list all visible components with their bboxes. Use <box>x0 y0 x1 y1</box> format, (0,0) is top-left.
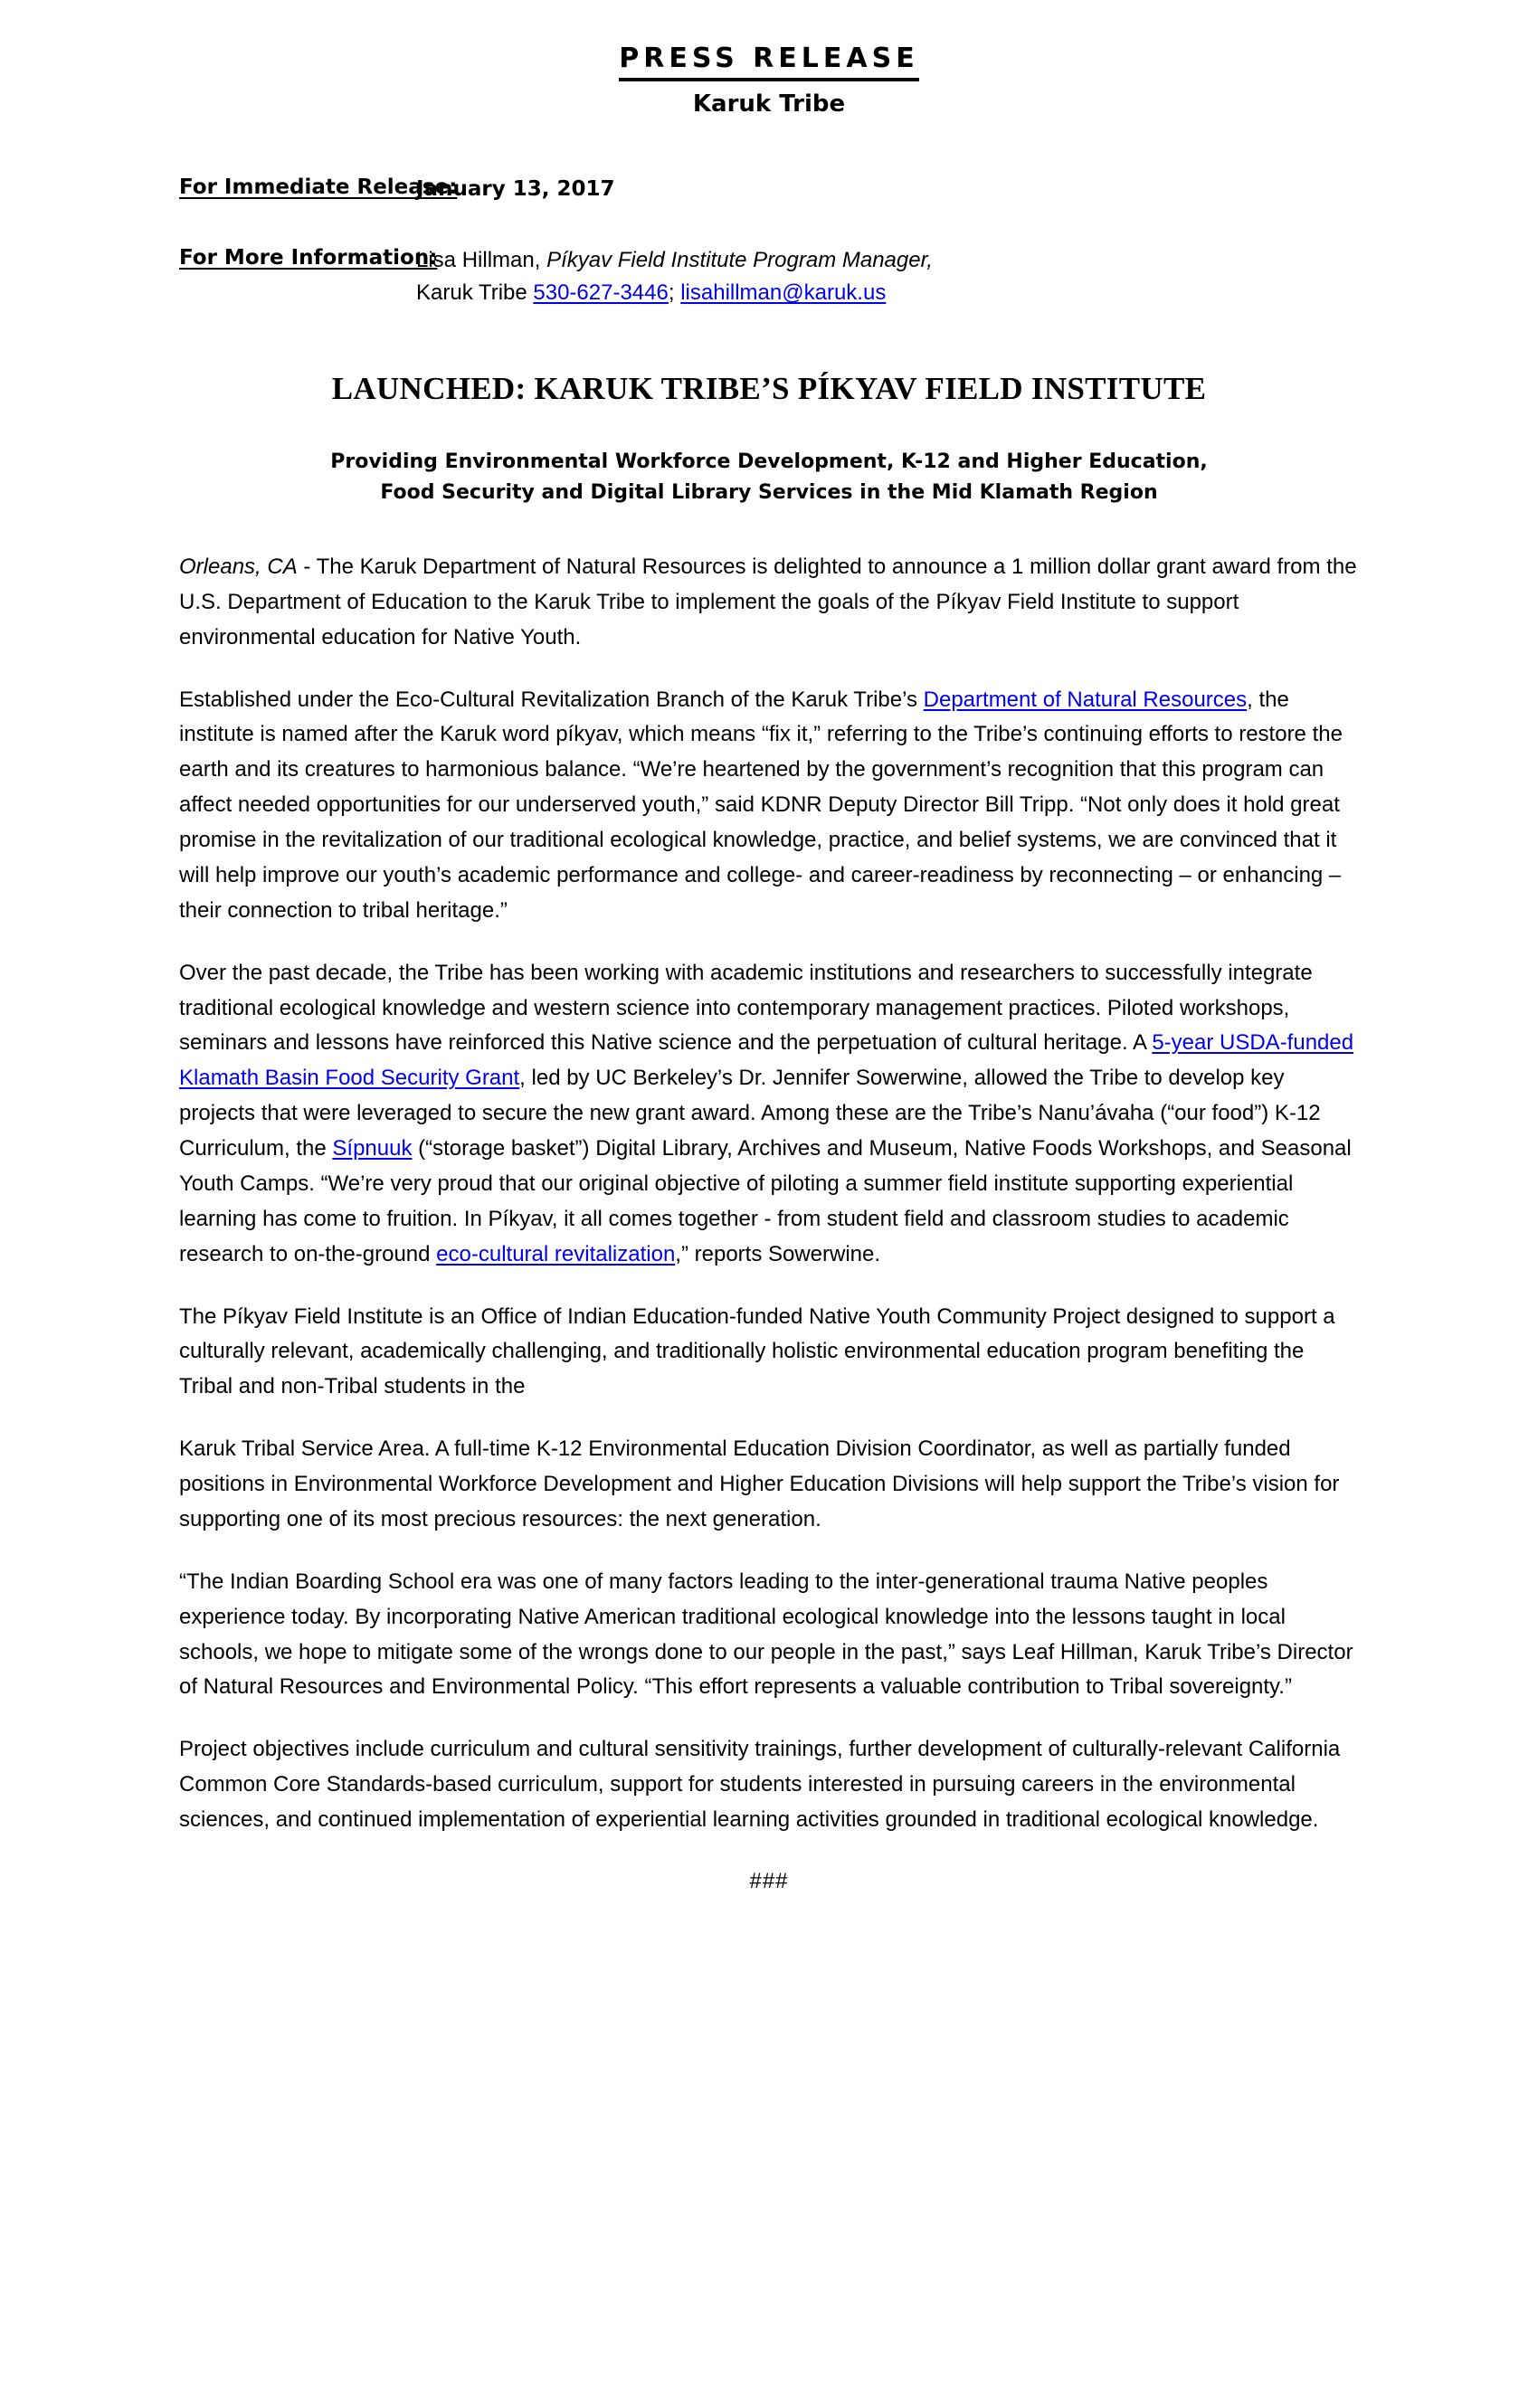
release-date-row <box>179 174 1359 205</box>
paragraph-6: “The Indian Boarding School era was one of many factors leading to the inter-generational trauma Native peoples experience today. By incorporating Native American traditional ecological knowledge into the lessons taught in local schools, we hope to mitigate some of the wrongs done to our people in the past,” says Leaf Hillman, Karuk Tribe’s Director of Natural Resources and Environmental Policy. “This effort represents a valuable contribution to Tribal sovereignty.” <box>179 1569 1353 1700</box>
paragraph-4: The Píkyav Field Institute is an Office of Indian Education-funded Native Youth Community Project designed to support a culturally relevant, academically challenging, and traditionally holistic environmental education program benefiting the Tribal and non-Tribal students in the <box>179 1304 1335 1399</box>
masthead <box>179 0 1359 118</box>
email-link[interactable]: lisahillman@karuk.us <box>680 280 887 305</box>
eco-cultural-revitalization-link[interactable]: eco-cultural revitalization <box>436 1241 676 1266</box>
phone-link[interactable]: 530-627-3446 <box>533 280 669 305</box>
paragraph-3-text-a: Over the past decade, the Tribe has been working with academic institutions and researchers to successfully integrate traditional ecological knowledge and western science into contemporary management practices. Piloted workshops, seminars and lessons have reinforced this Native science and the perpetuation of cultural heritage. A <box>179 960 1313 1056</box>
paragraph-1 <box>179 550 1359 656</box>
contact-block <box>179 174 1359 310</box>
press-release-title: PRESS RELEASE <box>619 43 918 81</box>
subheadline <box>179 447 1359 508</box>
contact-org-line <box>416 277 1359 309</box>
body-copy <box>179 550 1359 1894</box>
more-information-row <box>179 244 1359 309</box>
paragraph-2 <box>179 683 1359 929</box>
paragraph-7: Project objectives include curriculum and cultural sensitivity trainings, further development of culturally-relevant California Common Core Standards-based curriculum, support for students interested in pursuing careers in the environmental sciences, and continued implementation of experiential learning activities grounded in traditional ecological knowledge. <box>179 1737 1341 1833</box>
contact-person-role: Píkyav Field Institute Program Manager, <box>546 248 933 272</box>
headline: LAUNCHED: KARUK TRIBE’S PÍKYAV FIELD INSTITUTE <box>331 371 1207 406</box>
paragraph-3-text-c: (“storage basket”) Digital Library, Archives and Museum, Native Foods Workshops, and Seasonal Youth Camps. “We’re very proud that our original objective of piloting a summer field institute supporting experiential learning has come to fruition. In Píkyav, it all comes together - from student field and classroom studies to academic research to on-the-ground <box>179 1136 1352 1266</box>
subheadline-line-2: Food Security and Digital Library Services in the Mid Klamath Region <box>380 480 1158 504</box>
subheadline-line-1: Providing Environmental Workforce Development, K-12 and Higher Education, <box>330 450 1208 473</box>
paragraph-3 <box>179 956 1359 1273</box>
contact-person-name: Lisa Hillman, <box>416 248 541 272</box>
contact-separator: ; <box>668 280 675 305</box>
paragraph-3-text-b: , led by UC Berkeley’s Dr. Jennifer Sowerwine, allowed the Tribe to develop key projects that were leveraged to secure the new grant award. Among these are the Tribe’s Nanu’ávaha (“our food”) K-12 Curriculum, the <box>179 1066 1321 1161</box>
end-marker: ### <box>749 1868 789 1893</box>
paragraph-1-text: - The Karuk Department of Natural Resources is delighted to announce a 1 million dollar grant award from the U.S. Department of Education to the Karuk Tribe to implement the goals of the Píkyav Field Institute to support environmental education for Native Youth. <box>179 554 1357 649</box>
paragraph-2-text-b: , the institute is named after the Karuk word píkyav, which means “fix it,” referring to the Tribe’s continuing efforts to restore the earth and its creatures to harmonious balance. “We’re heartened by the government’s recognition that this program can affect needed opportunities for our underserved youth,” said KDNR Deputy Director Bill Tripp. “Not only does it hold great promise in the revitalization of our traditional ecological knowledge, practice, and belief systems, we are convinced that it will help improve our youth’s academic performance and college- and career-readiness by reconnecting – or enhancing – their connection to tribal heritage.” <box>179 687 1343 923</box>
dateline: Orleans, CA <box>179 554 298 579</box>
paragraph-2-text-a: Established under the Eco-Cultural Revitalization Branch of the Karuk Tribe’s <box>179 687 924 712</box>
release-date-value: January 13, 2017 <box>416 176 615 201</box>
sipnuuk-link[interactable]: Sípnuuk <box>332 1136 413 1161</box>
more-information-label: For More Information: <box>179 246 438 270</box>
paragraph-5: Karuk Tribal Service Area. A full-time K-12 Environmental Education Division Coordinator, as well as partially funded positions in Environmental Workforce Development and Higher Education Divisions will help support the Tribe’s vision for supporting one of its most precious resources: the next generation. <box>179 1436 1340 1531</box>
organization-name: Karuk Tribe <box>692 90 846 118</box>
department-of-natural-resources-link[interactable]: Department of Natural Resources <box>923 687 1248 712</box>
contact-org-name: Karuk Tribe <box>416 280 527 305</box>
contact-person-line <box>416 244 1359 277</box>
immediate-release-label: For Immediate Release: <box>179 175 458 199</box>
food-security-grant-link[interactable]: 5-year USDA-funded Klamath Basin Food Security Grant <box>179 1030 1354 1091</box>
paragraph-3-text-d: ,” reports Sowerwine. <box>675 1241 881 1266</box>
contact-details <box>396 244 1359 309</box>
